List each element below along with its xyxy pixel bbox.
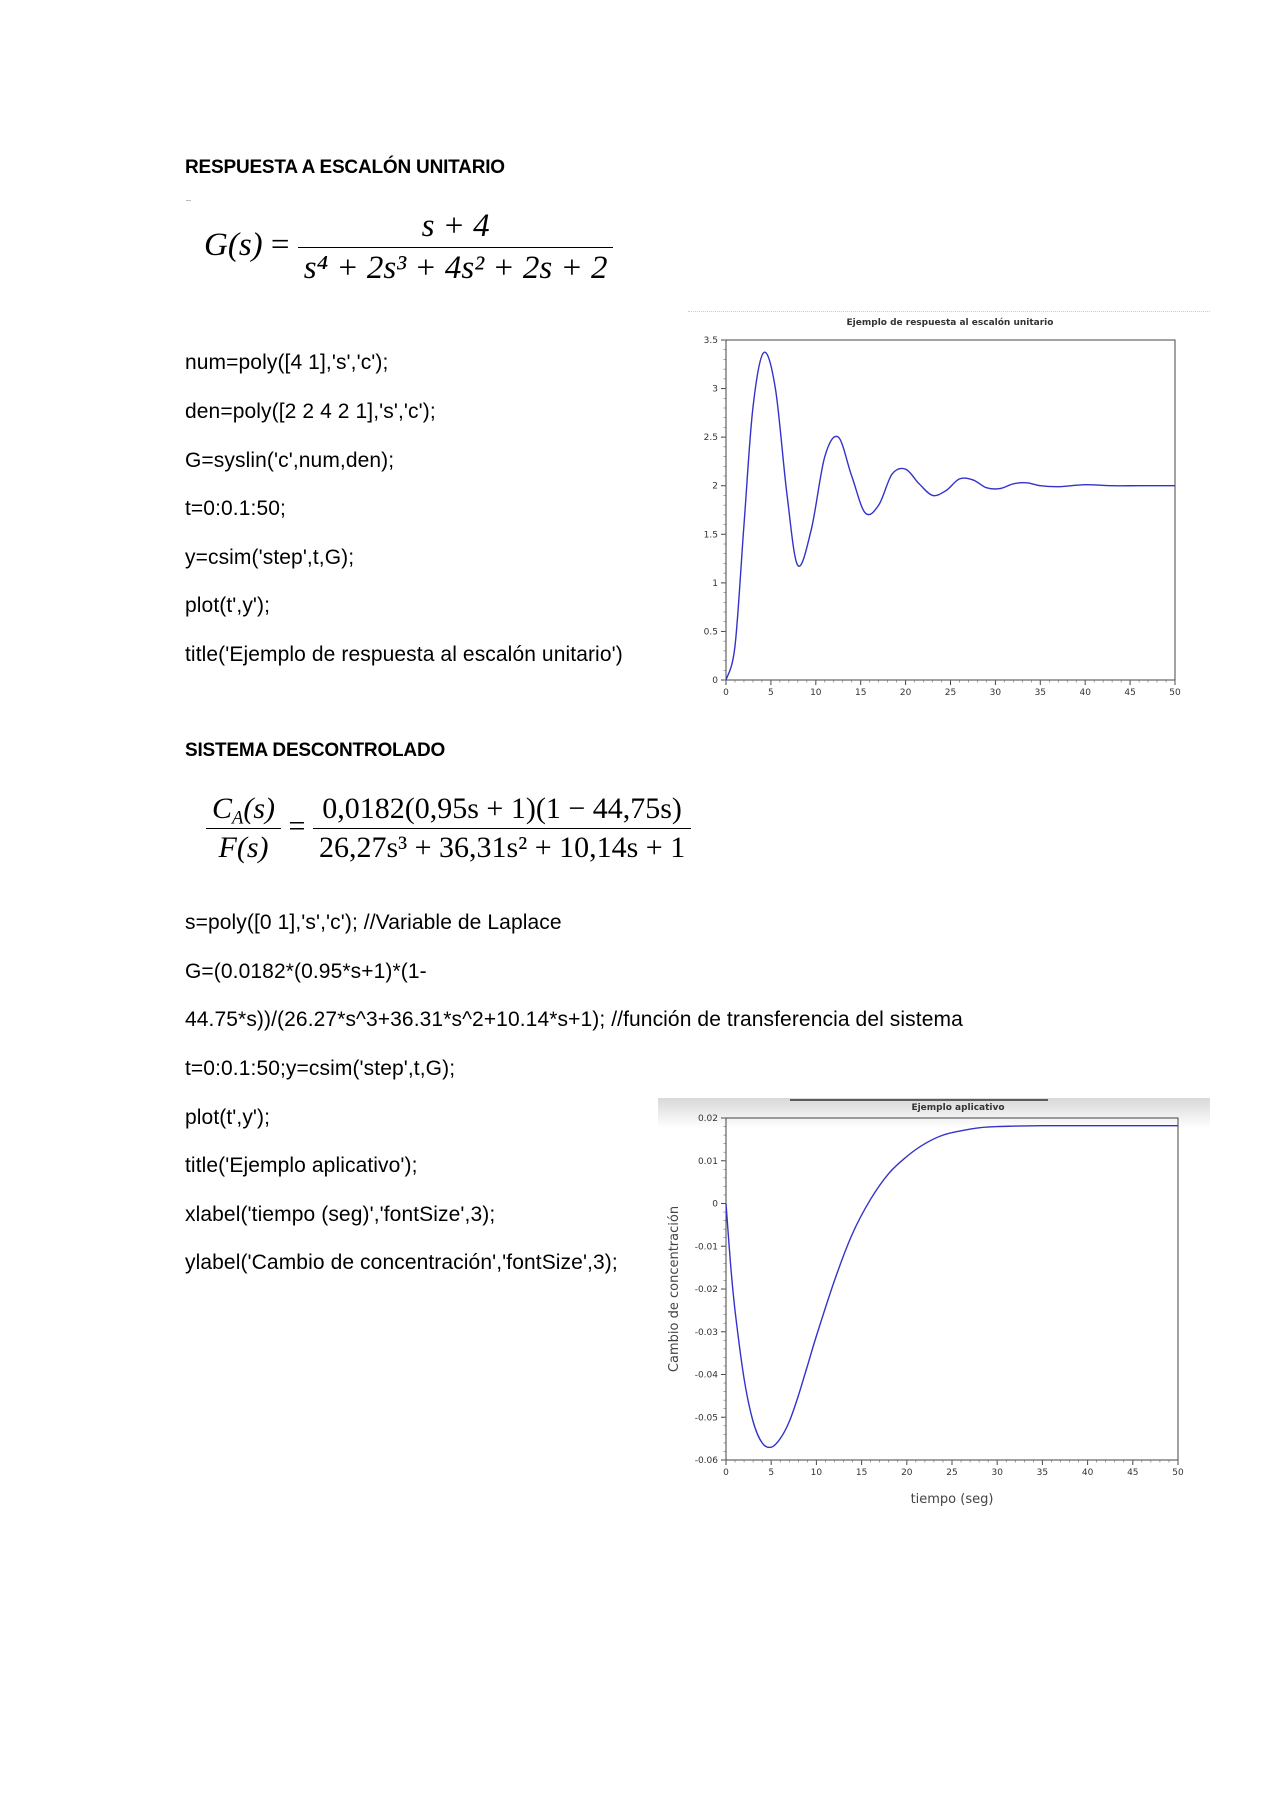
equation-denominator: s⁴ + 2s³ + 4s² + 2s + 2: [303, 250, 608, 286]
step-response-chart: [688, 312, 1210, 712]
y-tick-label: -0.01: [694, 1242, 718, 1253]
x-tick-label: 30: [989, 688, 1002, 698]
x-tick-label: 35: [1036, 1468, 1049, 1478]
code-line: y=csim('step',t,G);: [185, 546, 355, 569]
code-line: t=0:0.1:50;y=csim('step',t,G);: [185, 1057, 456, 1080]
y-tick-label: -0.06: [694, 1456, 718, 1466]
x-tick-label: 0: [723, 688, 729, 698]
y-tick-label: 0: [712, 1199, 718, 1210]
x-tick-label: 40: [1079, 688, 1091, 698]
y-tick-label: 2.5: [703, 433, 718, 444]
y-tick-label: 0.01: [697, 1156, 718, 1167]
x-tick-label: 20: [901, 1468, 913, 1478]
chart-title: Ejemplo aplicativo: [911, 1103, 1005, 1113]
y-tick-label: 1: [712, 578, 718, 589]
x-tick-label: 45: [1127, 1468, 1139, 1478]
y-tick-label: -0.04: [694, 1370, 718, 1381]
x-tick-label: 30: [991, 1468, 1003, 1478]
divider-mark: [186, 200, 191, 201]
y-tick-label: 3.5: [703, 336, 718, 346]
code-line: xlabel('tiempo (seg)','fontSize',3);: [185, 1203, 496, 1226]
concentration-chart: [658, 1098, 1210, 1518]
x-tick-label: 35: [1034, 688, 1047, 698]
transfer-function-equation: G(s) = $\frac{s + 4}{\text{s⁴ + 2s³ + 4s² + 2s + 2}}$: [204, 208, 613, 287]
x-tick-label: 45: [1124, 688, 1136, 698]
code-line: 44.75*s))/(26.27*s^3+36.31*s^2+10.14*s+1); //función de transferencia del sistema: [185, 1008, 963, 1031]
code-line: den=poly([2 2 4 2 1],'s','c');: [185, 400, 436, 423]
x-axis-label: tiempo (seg): [910, 1492, 994, 1507]
y-axis-label: Cambio de concentración: [667, 1205, 682, 1373]
y-tick-label: -0.02: [694, 1285, 718, 1295]
concentration-equation: $\frac{C_A(s)}{F(s)}$ = $\frac{0,0182(0,95s + 1)(1 - 44,75s)}{\text{26,27s³ + 36,31s² + 10,14s + 1}}$: [206, 792, 691, 865]
section2-heading: SISTEMA DESCONTROLADO: [185, 740, 446, 761]
code-line: title('Ejemplo de respuesta al escalón unitario'): [185, 643, 623, 666]
x-tick-label: 5: [768, 688, 774, 698]
equation-lhs: G(s): [204, 227, 263, 264]
code-line: t=0:0.1:50;: [185, 497, 286, 520]
equation-rhs-denominator: 26,27s³ + 36,31s² + 10,14s + 1: [318, 831, 686, 864]
code-line: title('Ejemplo aplicativo');: [185, 1154, 418, 1177]
x-tick-label: 15: [854, 688, 867, 698]
y-tick-label: 0: [712, 676, 718, 686]
code-line: G=(0.0182*(0.95*s+1)*(1-: [185, 960, 427, 983]
equation-numerator: s + 4: [298, 208, 614, 248]
x-tick-label: 10: [810, 688, 822, 698]
equation-lhs-denominator: F(s): [218, 831, 269, 864]
x-tick-label: 20: [899, 688, 912, 698]
section1-heading: RESPUESTA A ESCALÓN UNITARIO: [185, 157, 505, 178]
x-tick-label: 10: [810, 1468, 823, 1478]
y-tick-label: 3: [712, 384, 718, 395]
x-tick-label: 0: [723, 1468, 729, 1478]
series-line: [726, 1126, 1178, 1448]
y-tick-label: -0.03: [694, 1327, 718, 1338]
x-tick-label: 50: [1172, 1468, 1184, 1478]
y-tick-label: 0.5: [703, 627, 718, 638]
code-line: ylabel('Cambio de concentración','fontSize',3);: [185, 1251, 618, 1274]
code-line: G=syslin('c',num,den);: [185, 449, 395, 472]
code-line: s=poly([0 1],'s','c'); //Variable de Laplace: [185, 911, 562, 934]
x-tick-label: 15: [855, 1468, 868, 1478]
x-tick-label: 5: [768, 1468, 775, 1478]
x-tick-label: 40: [1081, 1468, 1094, 1478]
y-tick-label: 1.5: [703, 530, 718, 541]
equation-lhs-numerator: $C_A(s)$: [206, 792, 281, 829]
series-line: [726, 352, 1175, 680]
x-tick-label: 25: [946, 1468, 958, 1478]
equation-rhs-numerator: 0,0182(0,95s + 1)(1 − 44,75s): [313, 792, 691, 829]
chart-title: Ejemplo de respuesta al escalón unitario: [846, 318, 1054, 328]
y-tick-label: 2: [712, 481, 718, 492]
code-line: plot(t',y');: [185, 1106, 271, 1129]
x-tick-label: 25: [944, 688, 957, 698]
y-tick-label: 0.02: [697, 1114, 718, 1124]
x-tick-label: 50: [1169, 688, 1181, 698]
y-tick-label: -0.05: [694, 1413, 718, 1424]
plot-frame: [726, 340, 1175, 680]
code-line: num=poly([4 1],'s','c');: [185, 351, 389, 374]
code-line: plot(t',y');: [185, 594, 271, 617]
